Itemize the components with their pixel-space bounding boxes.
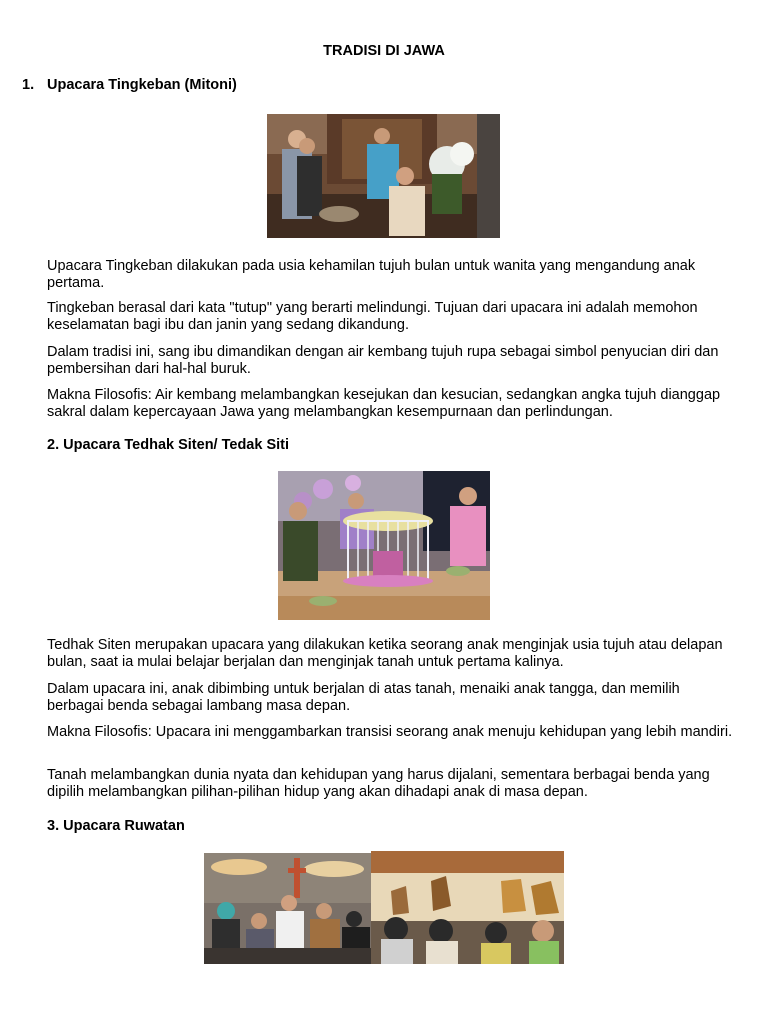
section-1-paragraph: Dalam tradisi ini, sang ibu dimandikan dengan air kembang tujuh rupa sebagai simbol penyucian diri dan pembersihan dari hal-hal buruk. — [47, 344, 719, 377]
section-2-paragraph: Tedhak Siten merupakan upacara yang dilakukan ketika seorang anak menginjak usia tujuh atau delapan bulan, saat ia mulai belajar berjalan dan menginjak tanah untuk pertama kalinya. — [47, 637, 723, 670]
section-2-paragraph: Makna Filosofis: Upacara ini menggambarkan transisi seorang anak menuju kehidupan yang lebih mandiri. — [47, 724, 733, 740]
section-2-heading: 2. Upacara Tedhak Siten/ Tedak Siti — [47, 437, 290, 453]
section-1-title: Upacara Tingkeban (Mitoni) — [47, 77, 237, 93]
document-title: TRADISI DI JAWA — [323, 43, 445, 59]
ruwatan-photo-left — [204, 853, 371, 964]
section-1-paragraph: Upacara Tingkeban dilakukan pada usia kehamilan tujuh bulan untuk wanita yang mengandung anak pertama. — [47, 258, 696, 291]
section-1-paragraph: Makna Filosofis: Air kembang melambangkan kesejukan dan kesucian, sedangkan angka tujuh dianggap sakral dalam kepercayaan Jawa yang melambangkan kesempurnaan dan perlindungan. — [47, 387, 721, 420]
section-2-paragraph: Dalam upacara ini, anak dibimbing untuk berjalan di atas tanah, menaiki anak tangga, dan memilih berbagai benda sebagai lambang masa depan. — [47, 681, 680, 714]
section-1-paragraph: Tingkeban berasal dari kata "tutup" yang berarti melindungi. Tujuan dari upacara ini adalah memohon keselamatan bagi ibu dan janin yang sedang dikandung. — [47, 300, 698, 333]
tedhak-siten-photo — [278, 471, 490, 620]
section-2-paragraph: Tanah melambangkan dunia nyata dan kehidupan yang harus dijalani, sementara berbagai benda yang dipilih melambangkan pilihan-pilihan hidup yang akan dihadapi anak di masa depan. — [47, 767, 710, 800]
section-3-heading: 3. Upacara Ruwatan — [47, 818, 185, 834]
section-1-heading — [22, 77, 237, 93]
section-1-number: 1. — [22, 77, 35, 93]
ruwatan-photo-right — [371, 851, 564, 964]
tingkeban-photo — [267, 114, 500, 238]
